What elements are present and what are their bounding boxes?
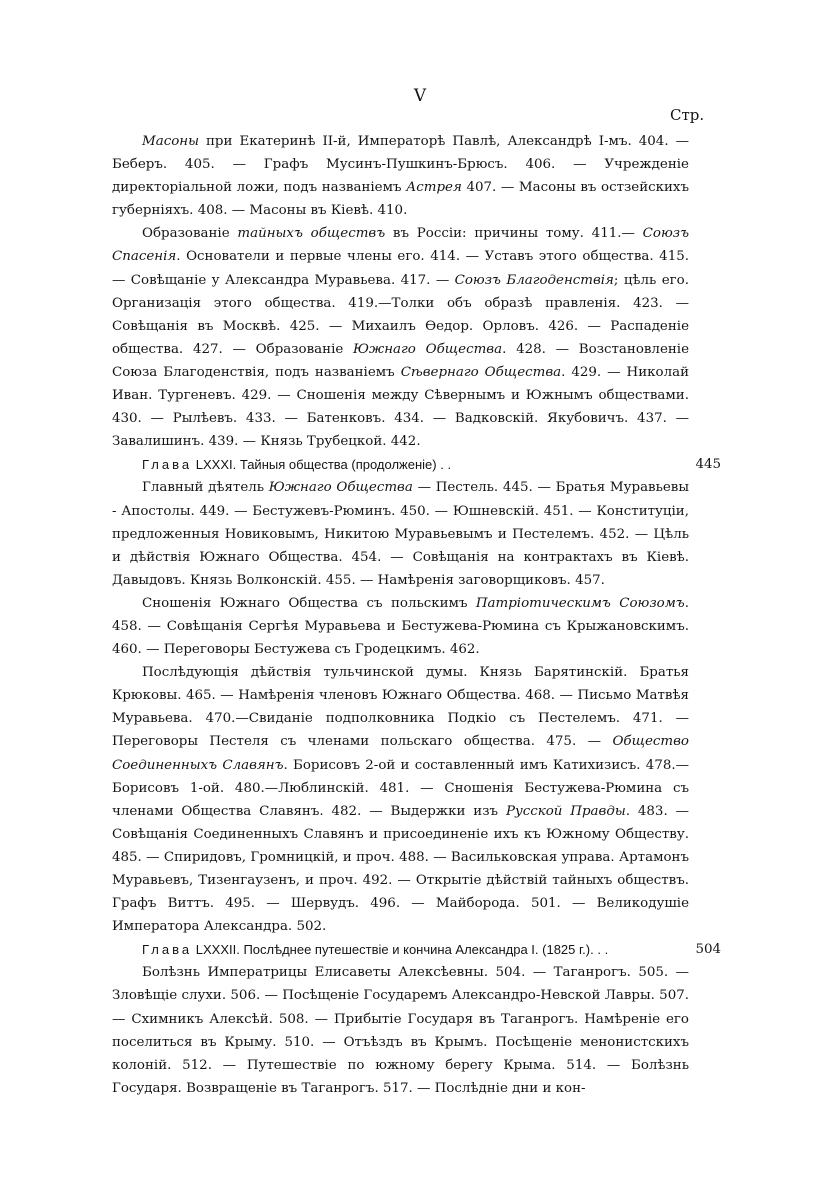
italic-phrase: Сѣвернаго Общества	[400, 364, 562, 380]
text-run: при Екатеринѣ II-й, Императорѣ Павлѣ, Александрѣ I-мъ. 404. — Беберъ. 405. — Графъ Мусинъ-Пушкинъ-Брюсъ. 406. — Учрежденіе директоріальной ложи, подъ названіемъ	[112, 134, 689, 196]
text-run: . 429. — Николай Иван. Тургеневъ. 429. — Сношенія между Сѣвернымъ и Южнымъ обществами. 430. — Рылѣевъ. 433. — Батенковъ. 434. — Вадковскій. Якубовичъ. 437. — Завалишинъ. 439. — Князь Трубецкой. 442.	[112, 364, 689, 450]
text-run: Сношенія Южнаго Общества съ польскимъ	[142, 595, 476, 611]
toc-paragraph	[112, 130, 689, 222]
chapter-title: Тайныя общества (продолженіе)	[239, 457, 437, 473]
toc-paragraph	[112, 961, 689, 1100]
italic-phrase: Союзъ Благоденствія	[454, 272, 614, 288]
text-run: — Пестель. 445. — Братья Муравьевы - Апостолы. 449. — Бестужевъ-Рюминъ. 450. — Юшневскій. 451. — Конституціи, предложенныя Новиковымъ, Никитою Муравьевымъ и Пестелемъ. 452. — Цѣль и дѣйствія Южнаго Общества. 454. — Совѣщанія на контрактахъ въ Кіевѣ. Давыдовъ. Князь Волконскій. 455. — Намѣренія заговорщиковъ. 457.	[112, 480, 690, 588]
text-run: . 428. — Возстановленіе Союза Благоденствія, подъ названіемъ	[112, 341, 689, 380]
page-number: V	[413, 86, 427, 106]
text-run: . 483. — Совѣщанія Соединенныхъ Славянъ и присоединеніе ихъ къ Южному Обществу. 485. — Спиридовъ, Громницкій, и проч. 488. — Васильковская управа. Артамонъ Муравьевъ, Тизенгаузенъ, и проч. 492. — Открытіе дѣйствій тайныхъ обществъ. Графъ Виттъ. 495. — Шервудъ. 496. — Майборода. 501. — Великодушіе Императора Александра. 502.	[112, 803, 690, 935]
text-run: . 458. — Совѣщанія Сергѣя Муравьева и Бестужева-Рюмина съ Крыжановскимъ. 460. — Переговоры Бестужева съ Гродецкимъ. 462.	[112, 595, 689, 658]
italic-phrase: Южнаго Общества	[268, 480, 413, 496]
toc-paragraph	[112, 476, 689, 591]
leader-dots: . .	[440, 457, 452, 473]
chapter-heading	[112, 453, 721, 476]
toc-paragraph	[112, 661, 689, 938]
text-run: Образованіе	[142, 226, 238, 242]
chapter-page-number: 445	[695, 457, 721, 473]
text-run: . Основатели и первые члены его. 414. — Уставъ этого общества. 415. — Совѣщаніе у Александра Муравьева. 417. —	[112, 249, 689, 288]
text-run: Главный дѣятель	[142, 480, 269, 496]
italic-phrase: Астрея	[406, 180, 462, 196]
italic-phrase: Южнаго Общества	[353, 341, 503, 357]
italic-phrase: Союзъ Спасенія	[112, 226, 689, 265]
italic-phrase: тайныхъ обществъ	[237, 226, 386, 242]
text-run: Послѣдующія дѣйствія тульчинской думы. Князь Барятинскій. Братья Крюковы. 465. — Намѣренія членовъ Южнаго Общества. 468. — Письмо Матвѣя Муравьева. 470.—Свиданіе подполковника Подкіо съ Пестелемъ. 471. — Переговоры Пестеля съ членами польскаго общества. 475. —	[112, 665, 689, 750]
toc-paragraph	[112, 592, 689, 661]
italic-phrase: Русской Правды	[505, 803, 626, 819]
chapter-label: Глава	[142, 457, 193, 473]
text-run: Болѣзнь Императрицы Елисаветы Алексѣевны. 504. — Таганрогъ. 505. — Зловѣщіе слухи. 506. — Посѣщеніе Государемъ Александро-Невской Лавры. 507. — Схимникъ Алексѣй. 508. — Прибытіе Государя въ Таганрогъ. Намѣреніе его поселиться въ Крыму. 510. — Отъѣздъ въ Крымъ. Посѣщеніе менонистскихъ колоній. 512. — Путешествіе по южному берегу Крыма. 514. — Болѣзнь Государя. Возвращеніе въ Таганрогъ. 517. — Послѣдніе дни и кон-	[112, 965, 689, 1096]
chapter-number: LXXXI.	[195, 457, 237, 473]
table-of-contents	[112, 130, 721, 1100]
text-run: ; цѣль его. Организація этого общества. 419.—Толки объ образѣ правленія. 423. — Совѣщанія въ Москвѣ. 425. — Михаилъ Ѳедор. Орловъ. 426. — Распаденіе общества. 427. — Образованіе	[112, 272, 689, 357]
italic-phrase: Общество Соединенныхъ Славянъ	[112, 734, 689, 773]
chapter-heading	[112, 938, 721, 961]
leader-dots: . .	[597, 942, 609, 958]
italic-phrase: Масоны	[142, 134, 199, 149]
chapter-page-number: 504	[695, 942, 721, 958]
chapter-label: Глава	[142, 942, 193, 958]
chapter-number: LXXXII.	[195, 942, 240, 958]
chapter-title: Послѣднее путешествіе и кончина Александра I. (1825 г.).	[243, 942, 594, 958]
text-run: 407. — Масоны въ остзейскихъ губерніяхъ. 408. — Масоны въ Кіевѣ. 410.	[112, 180, 690, 219]
page-column-label: Стр.	[670, 106, 705, 124]
text-run: . Борисовъ 2-ой и составленный имъ Катихизисъ. 478.—Борисовъ 1-ой. 480.—Люблинскій. 481. — Сношенія Бестужева-Рюмина съ членами Общества Славянъ. 482. — Выдержки изъ	[112, 757, 689, 819]
text-run: въ Россіи: причины тому. 411.—	[385, 226, 643, 242]
italic-phrase: Патріотическимъ Союзомъ	[475, 595, 685, 611]
toc-paragraph	[112, 222, 689, 453]
